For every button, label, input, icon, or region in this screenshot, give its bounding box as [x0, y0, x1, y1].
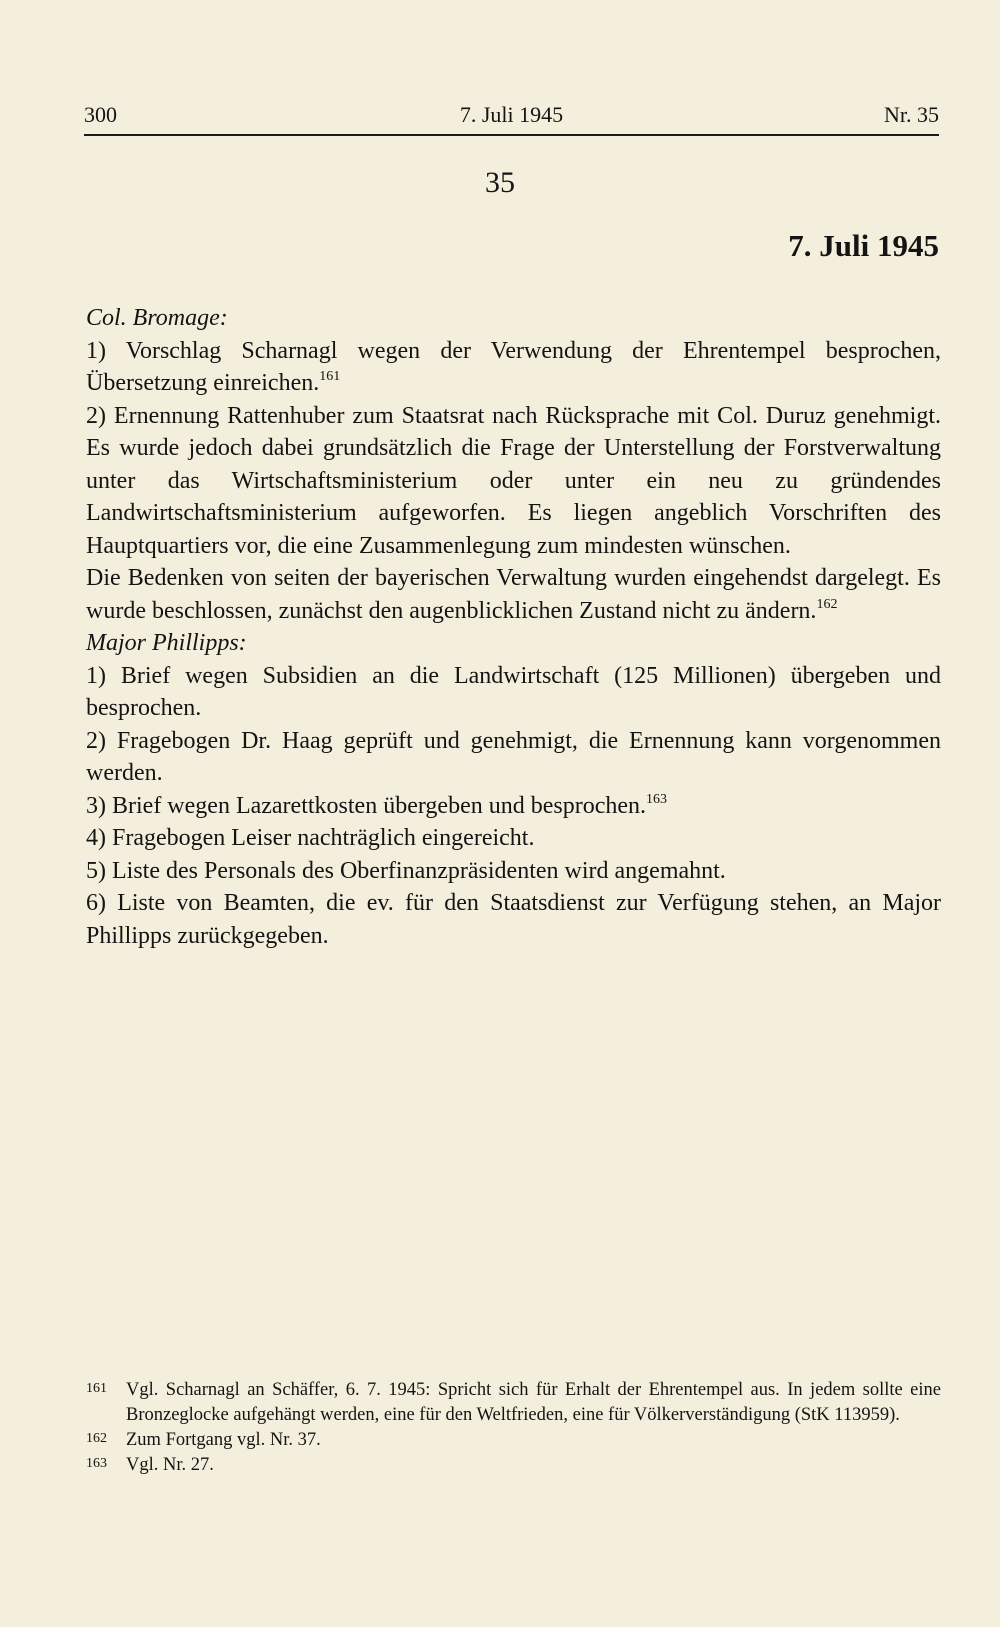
paragraph — [86, 887, 941, 952]
body-text — [86, 302, 941, 952]
paragraph — [86, 562, 941, 627]
footnote-reference[interactable]: 161 — [319, 369, 341, 384]
speaker-heading: Col. Bromage: — [86, 305, 228, 331]
paragraph-text: 6) Liste von Beamten, die ev. für den Staatsdienst zur Verfügung stehen, an Major Phillipps zurückgegeben. — [86, 890, 941, 949]
footnote — [86, 1378, 941, 1428]
footnote-reference[interactable]: 162 — [816, 596, 838, 612]
paragraph — [86, 855, 941, 888]
document-number: 35 — [485, 166, 515, 199]
footnote — [86, 1453, 941, 1478]
speaker-heading: Major Phillipps: — [86, 630, 247, 656]
footnote-text: Zum Fortgang vgl. Nr. 37. — [126, 1430, 321, 1450]
paragraph-text: 5) Liste des Personals des Oberfinanzpräsidenten wird angemahnt. — [86, 857, 726, 884]
paragraph — [86, 660, 941, 725]
running-header — [84, 100, 939, 136]
paragraph — [86, 335, 941, 400]
footnote-reference[interactable]: 163 — [646, 791, 668, 807]
paragraph-text: 3) Brief wegen Lazarettkosten übergeben und besprochen. — [86, 792, 647, 819]
paragraph-text: 2) Fragebogen Dr. Haag geprüft und genehmigt, die Ernennung kann vorgenommen werden. — [86, 727, 941, 786]
paragraph — [86, 822, 941, 855]
paragraph-text: 1) Brief wegen Subsidien an die Landwirtschaft (125 Millionen) übergeben und besprochen. — [86, 662, 941, 721]
paragraph-text: Die Bedenken von seiten der bayerischen Verwaltung wurden eingehendst dargelegt. Es wurde beschlossen, zunächst den augenblicklichen Zustand nicht zu ändern. — [86, 565, 941, 624]
paragraph — [86, 790, 941, 823]
running-document-number: Nr. 35 — [884, 102, 939, 127]
footnotes — [86, 1378, 941, 1478]
footnote-text: Vgl. Scharnagl an Schäffer, 6. 7. 1945: Spricht sich für Erhalt der Ehrentempel aus. In jedem sollte eine Bronzeglocke aufgehängt werden, eine für den Weltfrieden, eine für Völkerverständigung (StK 113959). — [126, 1380, 941, 1425]
paragraph — [86, 400, 941, 563]
paragraph-text: 4) Fragebogen Leiser nachträglich eingereicht. — [86, 825, 535, 851]
footnote-number: 162 — [86, 1431, 107, 1446]
running-date: 7. Juli 1945 — [459, 102, 564, 127]
footnote-number: 163 — [86, 1456, 107, 1471]
paragraph-text: 1) Vorschlag Scharnagl wegen der Verwendung der Ehrentempel besprochen, Übersetzung einreichen. — [86, 337, 941, 396]
footnote — [86, 1428, 941, 1453]
footnote-number: 161 — [86, 1381, 107, 1396]
paragraph-text: 2) Ernennung Rattenhuber zum Staatsrat nach Rücksprache mit Col. Duruz genehmigt. Es wurde jedoch dabei grundsätzlich die Frage der Unterstellung der Forstverwaltung unter das Wirtschaftsministerium oder unter ein neu zu gründendes Landwirtschaftsministerium aufgeworfen. Es liegen angeblich Vorschriften des Hauptquartiers vor, die eine Zusammenlegung zum mindesten wünschen. — [86, 402, 941, 559]
page-number: 300 — [84, 102, 117, 127]
footnote-text: Vgl. Nr. 27. — [126, 1455, 214, 1475]
paragraph — [86, 725, 941, 790]
document-date: 7. Juli 1945 — [788, 228, 939, 263]
